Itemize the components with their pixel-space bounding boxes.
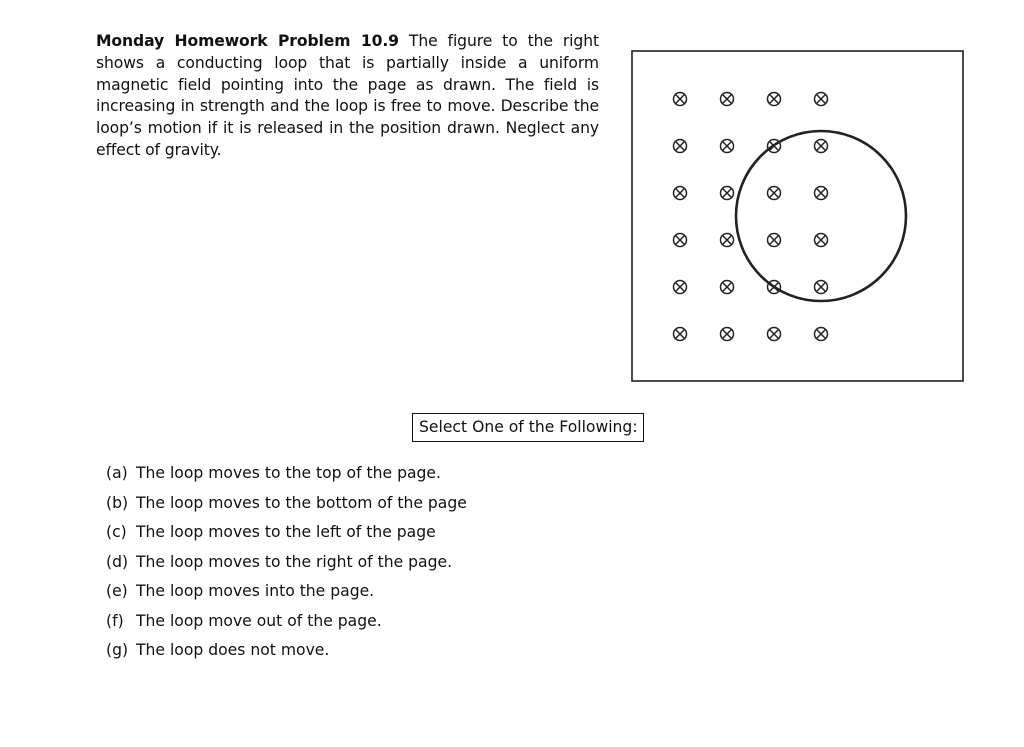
- option-letter: (g): [106, 641, 129, 659]
- option-letter: (f): [106, 611, 124, 630]
- into-page-cross-icon: [815, 328, 828, 341]
- into-page-cross-icon: [815, 93, 828, 106]
- into-page-cross-icon: [674, 281, 687, 294]
- option-g[interactable]: [106, 637, 467, 667]
- option-c[interactable]: [106, 519, 467, 549]
- option-a[interactable]: [106, 460, 467, 490]
- option-text: The loop moves to the left of the page: [136, 523, 436, 541]
- conducting-loop: [736, 131, 906, 301]
- problem-statement: [96, 31, 599, 162]
- into-page-cross-icon: [721, 140, 734, 153]
- into-page-cross-icon: [721, 93, 734, 106]
- option-letter: (b): [106, 493, 129, 512]
- option-f[interactable]: [106, 608, 467, 638]
- field-grid: [674, 93, 828, 341]
- option-text: The loop move out of the page.: [136, 611, 382, 630]
- select-prompt: Select One of the Following:: [412, 413, 644, 442]
- into-page-cross-icon: [721, 234, 734, 247]
- into-page-cross-icon: [768, 328, 781, 341]
- option-letter: (d): [106, 552, 129, 571]
- into-page-cross-icon: [674, 140, 687, 153]
- option-text: The loop does not move.: [136, 641, 330, 659]
- option-letter: (e): [106, 582, 128, 600]
- answer-options: [106, 460, 467, 667]
- option-letter: (c): [106, 523, 127, 541]
- option-text: The loop moves to the right of the page.: [136, 552, 453, 571]
- into-page-cross-icon: [768, 234, 781, 247]
- into-page-cross-icon: [674, 328, 687, 341]
- problem-text: The figure to the right shows a conducting loop that is partially inside a uniform magnetic field pointing into the page as drawn. The field is increasing in strength and the loop is free to move. Describe the loop’s motion if it is released in the position drawn. Neglect any effect of gravity.: [96, 32, 599, 159]
- into-page-cross-icon: [721, 328, 734, 341]
- into-page-cross-icon: [721, 281, 734, 294]
- option-text: The loop moves into the page.: [136, 582, 375, 600]
- into-page-cross-icon: [721, 187, 734, 200]
- option-b[interactable]: [106, 490, 467, 520]
- into-page-cross-icon: [674, 234, 687, 247]
- problem-title: Monday Homework Problem 10.9: [96, 32, 399, 50]
- into-page-cross-icon: [674, 187, 687, 200]
- into-page-cross-icon: [768, 93, 781, 106]
- option-e[interactable]: [106, 578, 467, 608]
- into-page-cross-icon: [768, 187, 781, 200]
- option-text: The loop moves to the top of the page.: [136, 464, 441, 482]
- magnetic-field-figure: [631, 50, 964, 382]
- into-page-cross-icon: [815, 281, 828, 294]
- option-text: The loop moves to the bottom of the page: [136, 493, 467, 512]
- into-page-cross-icon: [674, 93, 687, 106]
- option-d[interactable]: [106, 549, 467, 579]
- into-page-cross-icon: [815, 187, 828, 200]
- into-page-cross-icon: [815, 140, 828, 153]
- into-page-cross-icon: [815, 234, 828, 247]
- option-letter: (a): [106, 464, 128, 482]
